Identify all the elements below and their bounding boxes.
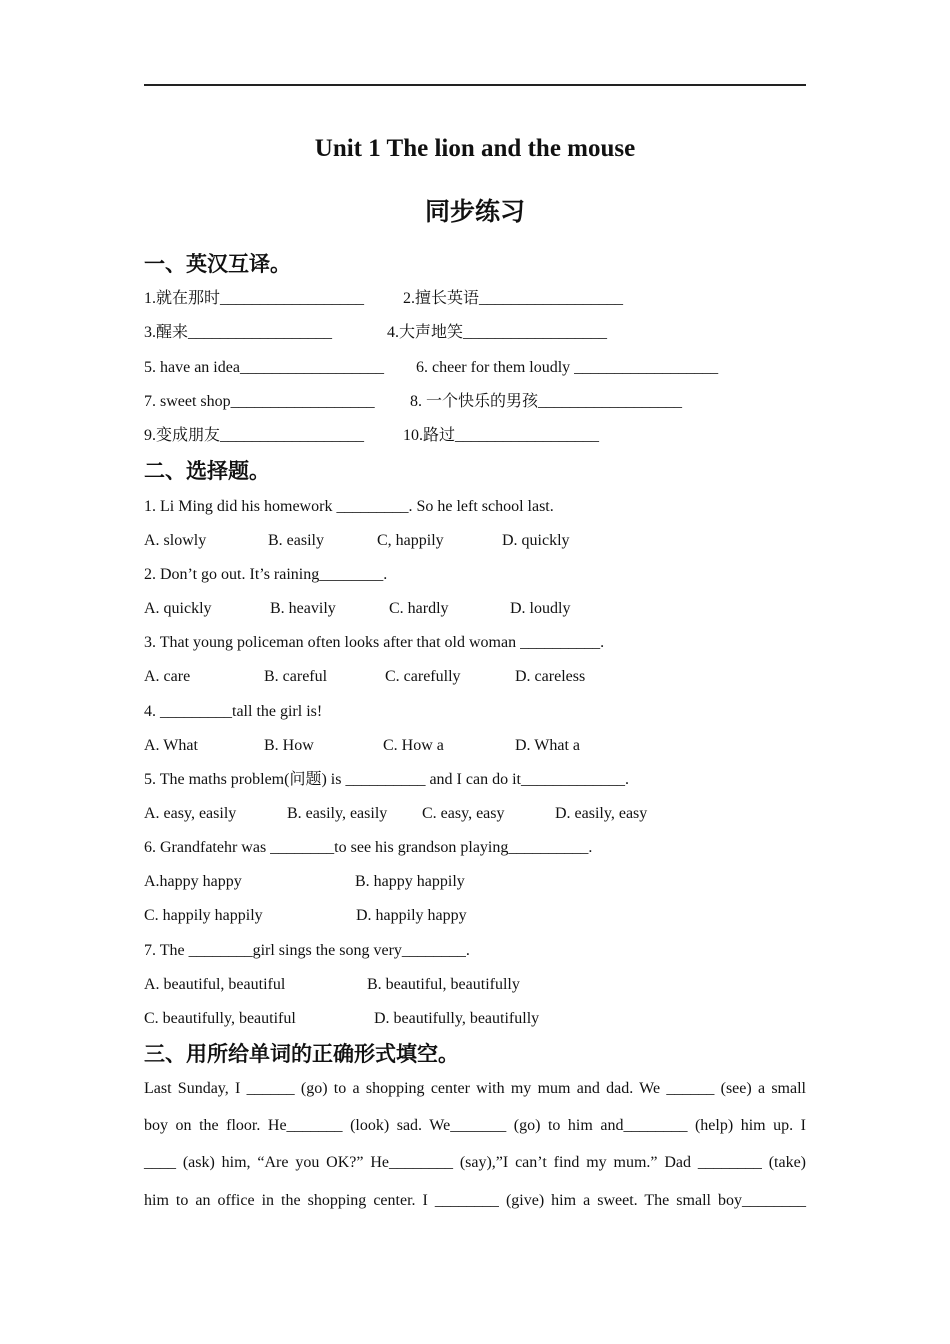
option: C. carefully	[385, 668, 461, 685]
option: D. beautifully, beautifully	[374, 1010, 540, 1027]
fill-paragraph-line: boy on the floor. He_______ (look) sad. We_______ (go) to him and________ (help) him up. I	[144, 1117, 806, 1134]
option: B. beautiful, beautifully	[367, 976, 520, 993]
question-text: 5. The maths problem(问题) is __________ and I can do it_____________.	[144, 771, 629, 788]
translation-item: 3.醒来__________________	[144, 324, 333, 341]
option: D. easily, easy	[555, 805, 648, 822]
option: C. beautifully, beautiful	[144, 1010, 296, 1027]
translation-item: 8. 一个快乐的男孩__________________	[410, 393, 683, 410]
option: B. careful	[264, 668, 328, 685]
option: B. easily, easily	[287, 805, 388, 822]
option: B. heavily	[270, 600, 336, 617]
page-subtitle: 同步练习	[424, 199, 525, 226]
option: B. easily	[268, 532, 324, 549]
option: B. happy happily	[355, 873, 465, 890]
fill-paragraph-line: Last Sunday, I ______ (go) to a shopping center with my mum and dad. We ______ (see) a small	[144, 1080, 806, 1097]
question-text: 2. Don’t go out. It’s raining________.	[144, 566, 388, 583]
translation-item: 6. cheer for them loudly __________________	[416, 359, 719, 376]
page-title: Unit 1 The lion and the mouse	[314, 135, 636, 162]
section-heading-fill: 三、用所给单词的正确形式填空。	[144, 1042, 459, 1066]
question-text: 4. _________tall the girl is!	[144, 703, 323, 720]
question-text: 7. The ________girl sings the song very________.	[144, 942, 470, 959]
question-text: 1. Li Ming did his homework _________. So he left school last.	[144, 498, 554, 515]
option: C. easy, easy	[422, 805, 505, 822]
option: A. easy, easily	[144, 805, 237, 822]
question-text: 3. That young policeman often looks after that old woman __________.	[144, 634, 605, 651]
option: D. loudly	[510, 600, 571, 617]
option: C. How a	[383, 737, 444, 754]
translation-item: 5. have an idea__________________	[144, 359, 384, 376]
option: D. quickly	[502, 532, 570, 549]
fill-paragraph-line: him to an office in the shopping center. I ________ (give) him a sweet. The small boy________	[144, 1192, 806, 1209]
translation-item: 2.擅长英语__________________	[403, 290, 624, 307]
option: D. What a	[515, 737, 581, 754]
option: B. How	[264, 737, 314, 754]
option: C, happily	[377, 532, 444, 549]
translation-item: 1.就在那时__________________	[144, 290, 365, 307]
option: C. happily happily	[144, 907, 263, 924]
option: C. hardly	[389, 600, 449, 617]
translation-item: 7. sweet shop__________________	[144, 393, 375, 410]
option: D. happily happy	[356, 907, 467, 924]
translation-item: 4.大声地笑__________________	[387, 324, 608, 341]
option: A. quickly	[144, 600, 212, 617]
header-rule	[144, 84, 806, 86]
option: A. care	[144, 668, 191, 685]
fill-paragraph-line: ____ (ask) him, “Are you OK?” He________ (say),”I can’t find my mum.” Dad ________ (take)	[144, 1154, 806, 1171]
option: D. careless	[515, 668, 586, 685]
question-text: 6. Grandfatehr was ________to see his grandson playing__________.	[144, 839, 593, 856]
translation-item: 10.路过__________________	[403, 427, 600, 444]
section-heading-translation: 一、英汉互译。	[144, 252, 291, 276]
translation-item: 9.变成朋友__________________	[144, 427, 365, 444]
option: A.happy happy	[144, 873, 242, 890]
option: A. beautiful, beautiful	[144, 976, 286, 993]
option: A. slowly	[144, 532, 207, 549]
option: A. What	[144, 737, 198, 754]
section-heading-choice: 二、选择题。	[144, 459, 270, 483]
